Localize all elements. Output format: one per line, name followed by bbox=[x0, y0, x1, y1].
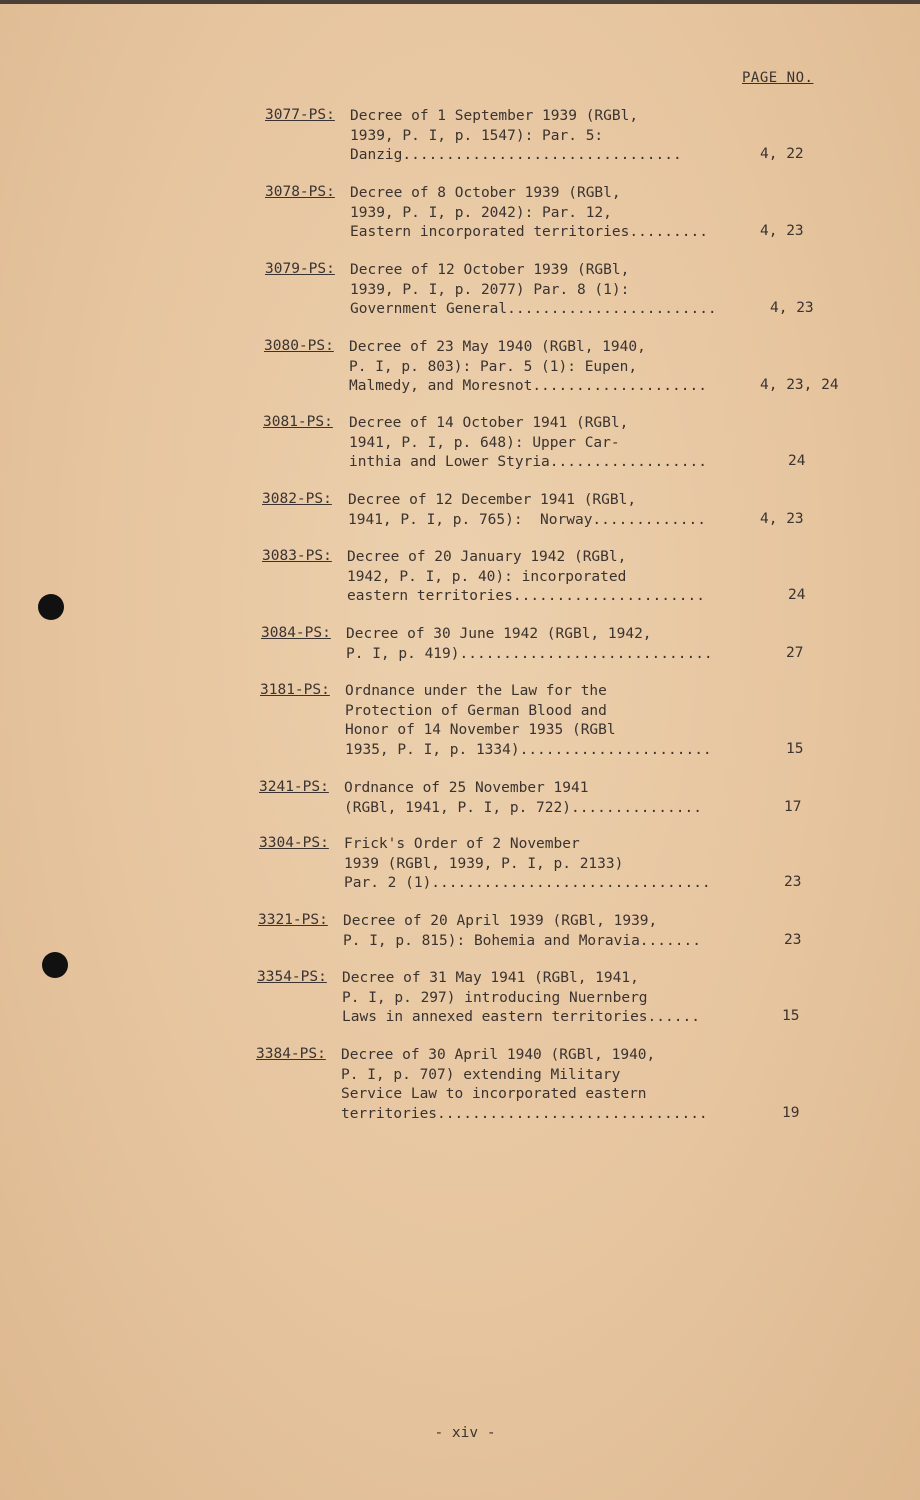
entry-description-line: Danzig................................ bbox=[350, 147, 682, 163]
entry-description-line: Decree of 30 April 1940 (RGBl, 1940, bbox=[341, 1047, 656, 1063]
page-reference: 23 bbox=[784, 931, 802, 948]
entry-description-line: inthia and Lower Styria.................. bbox=[349, 454, 707, 470]
document-code: 3078-PS: bbox=[265, 184, 335, 200]
page-reference: 17 bbox=[784, 798, 802, 815]
entry-description-line: Decree of 12 October 1939 (RGBl, bbox=[350, 262, 630, 278]
entry-description-line: Decree of 30 June 1942 (RGBl, 1942, bbox=[346, 626, 652, 642]
page-reference: 4, 23 bbox=[760, 510, 804, 527]
page-footer-number: - xiv - bbox=[434, 1425, 496, 1441]
document-code: 3354-PS: bbox=[257, 969, 327, 985]
entry-description-line: Decree of 1 September 1939 (RGBl, bbox=[350, 108, 639, 124]
entry-description-line: Eastern incorporated territories......... bbox=[350, 224, 708, 240]
entry-description-line: 1939, P. I, p. 2077) Par. 8 (1): bbox=[350, 281, 630, 298]
entry-description-line: eastern territories...................... bbox=[347, 588, 705, 604]
entry-description-line: (RGBl, 1941, P. I, p. 722)............... bbox=[344, 799, 702, 816]
entry-description-line: P. I, p. 707) extending Military bbox=[341, 1066, 621, 1083]
entry-description-line: 1939, P. I, p. 2042): Par. 12, bbox=[350, 204, 612, 221]
document-code: 3083-PS: bbox=[262, 548, 332, 564]
page-reference: 23 bbox=[784, 874, 802, 890]
entry-description-line: Ordnance of 25 November 1941 bbox=[344, 780, 589, 796]
entry-description-line: 1941, P. I, p. 648): Upper Car- bbox=[349, 434, 620, 451]
page-reference: 24 bbox=[788, 587, 806, 603]
entry-description-line: Decree of 20 January 1942 (RGBl, bbox=[347, 549, 627, 565]
document-code: 3081-PS: bbox=[263, 414, 333, 430]
page-reference: 4, 23 bbox=[770, 300, 814, 316]
entry-description-line: 1939 (RGBl, 1939, P. I, p. 2133) bbox=[344, 855, 624, 872]
entry-description-line: Laws in annexed eastern territories...... bbox=[342, 1009, 700, 1025]
entry-description-line: Decree of 12 December 1941 (RGBl, bbox=[348, 492, 637, 508]
page-reference: 4, 23 bbox=[760, 223, 804, 239]
entry-description-line: P. I, p. 815): Bohemia and Moravia....... bbox=[343, 932, 701, 949]
document-code: 3079-PS: bbox=[265, 261, 335, 277]
entry-description-line: Honor of 14 November 1935 (RGBl bbox=[345, 722, 616, 738]
page-reference: 15 bbox=[786, 740, 804, 757]
entry-description-line: 1935, P. I, p. 1334)...................... bbox=[345, 741, 712, 758]
entry-description-line: Decree of 31 May 1941 (RGBl, 1941, bbox=[342, 970, 639, 986]
page-reference: 27 bbox=[786, 644, 804, 661]
document-code: 3181-PS: bbox=[260, 682, 330, 698]
entry-description-line: P. I, p. 419)............................. bbox=[346, 645, 713, 662]
entry-description-line: 1941, P. I, p. 765): Norway............. bbox=[348, 511, 706, 528]
entry-description-line: P. I, p. 297) introducing Nuernberg bbox=[342, 989, 648, 1006]
entry-description-line: Decree of 8 October 1939 (RGBl, bbox=[350, 185, 621, 201]
entry-description-line: 1939, P. I, p. 1547): Par. 5: bbox=[350, 127, 604, 144]
document-code: 3084-PS: bbox=[261, 625, 331, 641]
document-code: 3080-PS: bbox=[264, 338, 334, 354]
document-code: 3321-PS: bbox=[258, 912, 328, 928]
document-code: 3241-PS: bbox=[259, 779, 329, 795]
document-code: 3082-PS: bbox=[262, 491, 332, 507]
entry-description-line: Frick's Order of 2 November bbox=[344, 836, 580, 852]
entry-description-line: Decree of 14 October 1941 (RGBl, bbox=[349, 415, 629, 431]
page-number-heading: PAGE NO. bbox=[742, 70, 814, 86]
entry-description-line: Government General........................ bbox=[350, 301, 717, 317]
entry-description-line: Service Law to incorporated eastern bbox=[341, 1086, 647, 1102]
entry-description-line: Protection of German Blood and bbox=[345, 702, 607, 719]
entry-description-line: Ordnance under the Law for the bbox=[345, 683, 607, 699]
document-code: 3077-PS: bbox=[265, 107, 335, 123]
page-reference: 24 bbox=[788, 453, 806, 469]
document-code: 3304-PS: bbox=[259, 835, 329, 851]
entry-description-line: 1942, P. I, p. 40): incorporated bbox=[347, 568, 627, 585]
entry-description-line: territories............................... bbox=[341, 1105, 708, 1122]
entry-description-line: Decree of 23 May 1940 (RGBl, 1940, bbox=[349, 339, 646, 355]
entry-description-line: Malmedy, and Moresnot.................... bbox=[349, 378, 707, 394]
page-reference: 15 bbox=[782, 1008, 800, 1024]
page-reference: 4, 23, 24 bbox=[760, 377, 839, 393]
entry-description-line: Decree of 20 April 1939 (RGBl, 1939, bbox=[343, 913, 658, 929]
entry-description-line: Par. 2 (1)................................ bbox=[344, 875, 711, 891]
entry-description-line: P. I, p. 803): Par. 5 (1): Eupen, bbox=[349, 358, 638, 375]
page-reference: 4, 22 bbox=[760, 146, 804, 162]
page-reference: 19 bbox=[782, 1104, 800, 1121]
document-code: 3384-PS: bbox=[256, 1046, 326, 1062]
